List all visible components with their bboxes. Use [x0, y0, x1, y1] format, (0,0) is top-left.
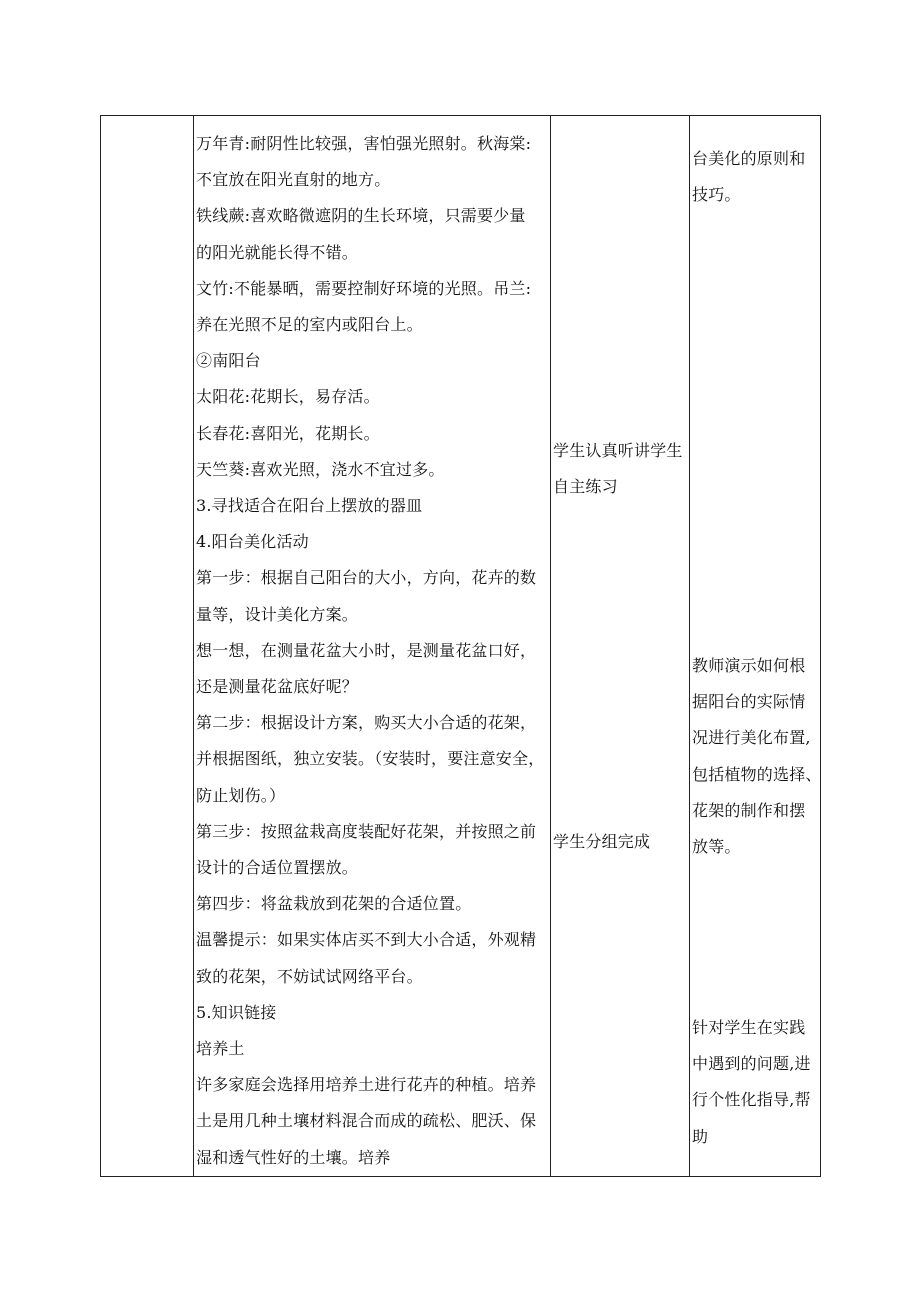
- teacher-note-line: 花架的制作和摆: [692, 800, 806, 820]
- teacher-note-line: 台美化的原则和: [692, 149, 806, 168]
- table-row: [101, 116, 821, 1177]
- student-activity-block-1: [553, 433, 683, 505]
- teacher-note-line: 包括植物的选择、: [692, 764, 822, 784]
- content-line: 不宜放在阳光直射的地方。: [196, 170, 391, 190]
- content-line: 量等，设计美化方案。: [196, 604, 359, 624]
- content-line: ②南阳台: [196, 351, 261, 371]
- student-activity-line: 学生分组完成: [553, 832, 651, 851]
- content-line: 铁线蕨:喜欢略微遮阴的生长环境，只需要少量: [196, 206, 526, 226]
- student-activity-line: 自主练习: [553, 477, 618, 497]
- content-line: 土是用几种土壤材料混合而成的疏松、肥沃、保: [196, 1111, 537, 1131]
- teacher-note-line: 行个性化指导,帮: [692, 1090, 811, 1110]
- content-line: 致的花架，不妨试试网络平台。: [196, 966, 423, 986]
- content-line: 第四步：将盆栽放到花架的合适位置。: [196, 894, 472, 914]
- content-line: 4.阳台美化活动: [196, 532, 309, 552]
- content-line: 太阳花:花期长，易存活。: [196, 387, 380, 407]
- teacher-note-line: 况进行美化布置,: [692, 728, 811, 748]
- content-line: 第二步：根据设计方案，购买大小合适的花架，: [196, 713, 537, 733]
- teacher-note-block-2: [692, 648, 822, 865]
- student-activity-line: 学生认真听讲学生: [553, 441, 683, 460]
- content-line: 长春花:喜阳光，花期长。: [196, 423, 380, 443]
- content-line: 文竹:不能暴晒，需要控制好环境的光照。吊兰:: [196, 278, 532, 298]
- content-line: 的阳光就能长得不错。: [196, 242, 359, 262]
- teacher-note-line: 据阳台的实际情: [692, 692, 806, 712]
- teacher-note-line: 放等。: [692, 837, 741, 857]
- teacher-note-block-1: [692, 141, 818, 213]
- teacher-note-line: 针对学生在实践: [692, 1018, 806, 1037]
- content-line: 温馨提示：如果实体店买不到大小合适，外观精: [196, 930, 537, 950]
- teacher-note-block-3: [692, 1010, 818, 1155]
- content-line: 还是测量花盆底好呢？: [196, 677, 359, 697]
- content-line: 万年青:耐阴性比较强，害怕强光照射。秋海棠:: [196, 134, 532, 153]
- empty-label-cell: [101, 116, 194, 1177]
- content-line: 第三步：按照盆栽高度装配好花架，并按照之前: [196, 821, 537, 841]
- content-line: 3.寻找适合在阳台上摆放的器皿: [196, 496, 423, 516]
- content-line: 防止划伤。）: [196, 785, 286, 805]
- content-line: 湿和透气性好的土壤。培养: [196, 1147, 391, 1167]
- student-activity-cell: [551, 116, 690, 1177]
- teacher-note-line: 教师演示如何根: [692, 656, 806, 675]
- content-line: 想一想，在测量花盆大小时，是测量花盆口好，: [196, 640, 537, 660]
- content-line: 天竺葵:喜欢光照，浇水不宜过多。: [196, 459, 445, 479]
- content-line: 设计的合适位置摆放。: [196, 858, 359, 878]
- teaching-content-cell: [194, 116, 551, 1177]
- content-line: 并根据图纸，独立安装。（安装时，要注意安全，: [196, 749, 545, 769]
- teacher-notes-cell: [690, 116, 821, 1177]
- content-line: 养在光照不足的室内或阳台上。: [196, 315, 423, 335]
- teaching-content-text: [196, 126, 550, 1176]
- content-line: 许多家庭会选择用培养土进行花卉的种植。培养: [196, 1075, 537, 1095]
- teacher-note-line: 中遇到的问题,进: [692, 1054, 811, 1074]
- content-line: 第一步：根据自己阳台的大小，方向，花卉的数: [196, 568, 537, 588]
- teacher-note-line: 技巧。: [692, 185, 741, 205]
- content-line: 培养土: [196, 1039, 245, 1059]
- student-activity-block-2: [553, 824, 650, 860]
- content-line: 5.知识链接: [196, 1002, 277, 1022]
- teacher-note-line: 助: [692, 1126, 709, 1146]
- lesson-plan-table: [100, 115, 821, 1177]
